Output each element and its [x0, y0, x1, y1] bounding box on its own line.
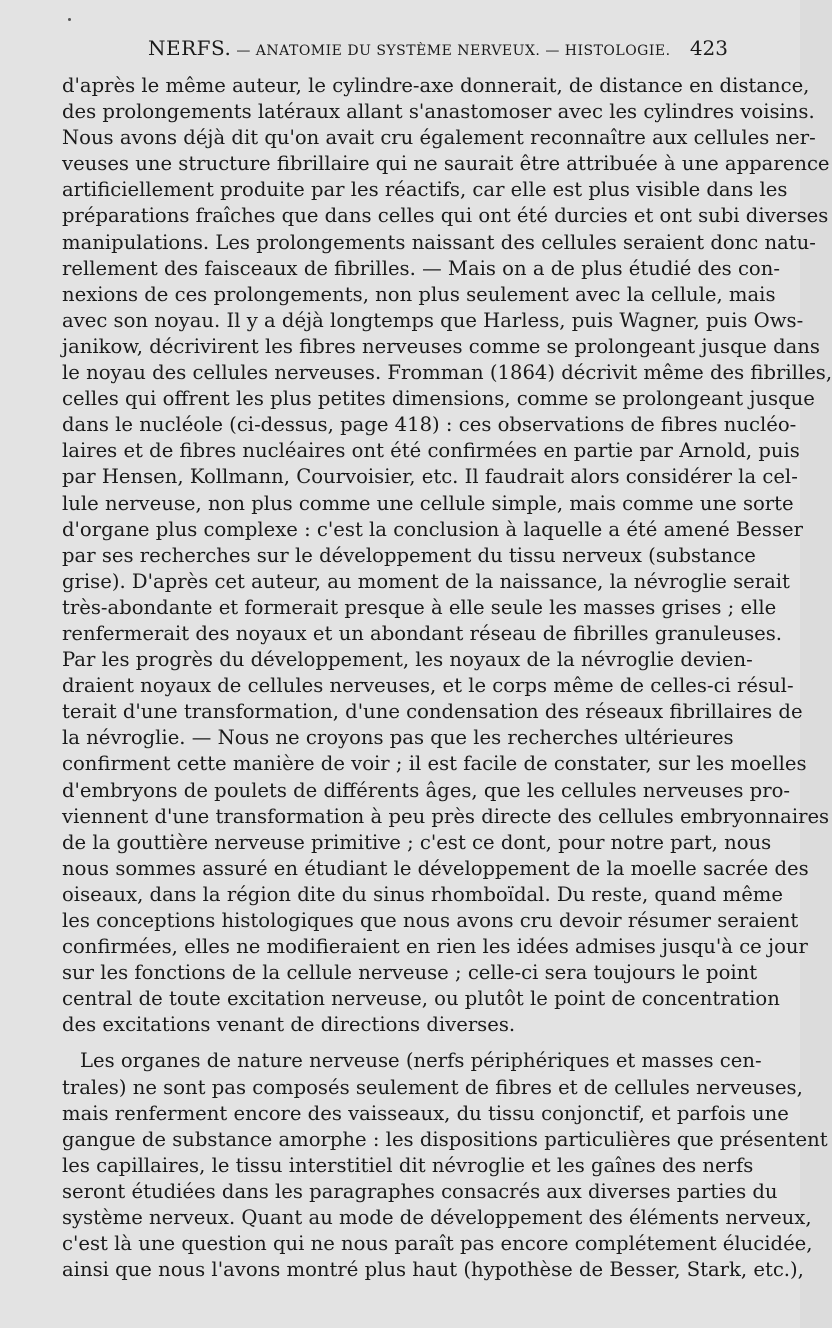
text-line: très-abondante et formerait presque à elle seule les masses grises ; elle	[62, 595, 777, 619]
text-line: artificiellement produite par les réactifs, car elle est plus visible dans les	[62, 178, 788, 202]
running-head-subtitle: — ANATOMIE DU SYSTÈME NERVEUX. — HISTOLOGIE.	[231, 43, 671, 59]
text-line: confirmées, elles ne modifieraient en rien les idées admises jusqu'à ce jour	[62, 935, 808, 959]
text-line: de la gouttière nerveuse primitive ; c'est ce dont, pour notre part, nous	[62, 830, 772, 854]
text-line: des excitations venant de directions diverses.	[62, 1013, 516, 1037]
text-line: grise). D'après cet auteur, au moment de la naissance, la névroglie serait	[62, 569, 790, 593]
text-line: renfermerait des noyaux et un abondant réseau de fibrilles granuleuses.	[62, 621, 783, 645]
text-line: nous sommes assuré en étudiant le développement de la moelle sacrée des	[62, 856, 809, 880]
text-line: avec son noyau. Il y a déjà longtemps que Harless, puis Wagner, puis Ows-	[62, 308, 804, 332]
text-line: seront étudiées dans les paragraphes consacrés aux diverses parties du	[62, 1179, 778, 1203]
text-line: Nous avons déjà dit qu'on avait cru également reconnaître aux cellules ner-	[62, 126, 816, 150]
text-line: manipulations. Les prolongements naissant des cellules seraient donc natu-	[62, 230, 816, 254]
paragraph-gap	[62, 1038, 730, 1048]
page-header	[62, 36, 728, 66]
text-line: d'après le même auteur, le cylindre-axe donnerait, de distance en distance,	[62, 74, 810, 97]
text-line: d'organe plus complexe : c'est la conclusion à laquelle a été amené Besser	[62, 517, 803, 541]
text-line: sur les fonctions de la cellule nerveuse ; celle-ci sera toujours le point	[62, 961, 758, 985]
text-line: lule nerveuse, non plus comme une cellule simple, mais comme une sorte	[62, 491, 794, 515]
text-line: rellement des faisceaux de fibrilles. — Mais on a de plus étudié des con-	[62, 256, 780, 280]
text-line: trales) ne sont pas composés seulement de fibres et de cellules nerveuses,	[62, 1075, 803, 1099]
running-head	[148, 36, 671, 60]
text-line: celles qui offrent les plus petites dimensions, comme se prolongeant jusque	[62, 387, 815, 411]
text-line: ainsi que nous l'avons montré plus haut (hypothèse de Besser, Stark, etc.),	[62, 1258, 804, 1282]
text-line: confirment cette manière de voir ; il est facile de constater, sur les moelles	[62, 752, 807, 776]
text-line: janikow, décrivirent les fibres nerveuses comme se prolongeant jusque dans	[62, 334, 820, 358]
text-line: mais renferment encore des vaisseaux, du tissu conjonctif, et parfois une	[62, 1101, 789, 1125]
text-line: la névroglie. — Nous ne croyons pas que les recherches ultérieures	[62, 726, 734, 750]
page-body	[62, 73, 832, 1283]
text-line: nexions de ces prolongements, non plus seulement avec la cellule, mais	[62, 282, 776, 306]
paragraph	[62, 73, 832, 1038]
text-line: les capillaires, le tissu interstitiel dit névroglie et les gaînes des nerfs	[62, 1153, 754, 1177]
text-line: viennent d'une transformation à peu près directe des cellules embryonnaires	[62, 804, 830, 828]
text-line: préparations fraîches que dans celles qui ont été durcies et ont subi diverses	[62, 204, 829, 228]
text-line: terait d'une transformation, d'une condensation des réseaux fibrillaires de	[62, 700, 803, 724]
text-line: veuses une structure fibrillaire qui ne saurait être attribuée à une apparence	[62, 152, 830, 176]
text-line: le noyau des cellules nerveuses. Fromman (1864) décrivit même des fibrilles,	[62, 361, 832, 385]
text-line: Les organes de nature nerveuse (nerfs périphériques et masses cen-	[80, 1049, 762, 1073]
text-line: laires et de fibres nucléaires ont été confirmées en partie par Arnold, puis	[62, 439, 800, 463]
text-line: c'est là une question qui ne nous paraît pas encore complétement élucidée,	[62, 1232, 813, 1256]
text-line: par Hensen, Kollmann, Courvoisier, etc. Il faudrait alors considérer la cel-	[62, 465, 798, 489]
running-head-section: NERFS.	[148, 36, 232, 60]
text-line: gangue de substance amorphe : les dispositions particulières que présentent	[62, 1127, 828, 1151]
print-speck	[68, 18, 71, 21]
page-number: 423	[689, 36, 728, 60]
text-line: dans le nucléole (ci-dessus, page 418) : ces observations de fibres nucléo-	[62, 413, 797, 437]
text-line: Par les progrès du développement, les noyaux de la névroglie devien-	[62, 648, 753, 672]
text-line: central de toute excitation nerveuse, ou plutôt le point de concentration	[62, 987, 780, 1011]
text-line: système nerveux. Quant au mode de développement des éléments nerveux,	[62, 1206, 812, 1230]
text-line: draient noyaux de cellules nerveuses, et le corps même de celles-ci résul-	[62, 674, 794, 698]
paragraph	[62, 1048, 828, 1283]
text-line: oiseaux, dans la région dite du sinus rhomboïdal. Du reste, quand même	[62, 882, 783, 906]
text-line: d'embryons de poulets de différents âges, que les cellules nerveuses pro-	[62, 778, 791, 802]
text-line: des prolongements latéraux allant s'anastomoser avec les cylindres voisins.	[62, 100, 815, 124]
text-line: par ses recherches sur le développement du tissu nerveux (substance	[62, 543, 756, 567]
text-line: les conceptions histologiques que nous avons cru devoir résumer seraient	[62, 909, 799, 932]
